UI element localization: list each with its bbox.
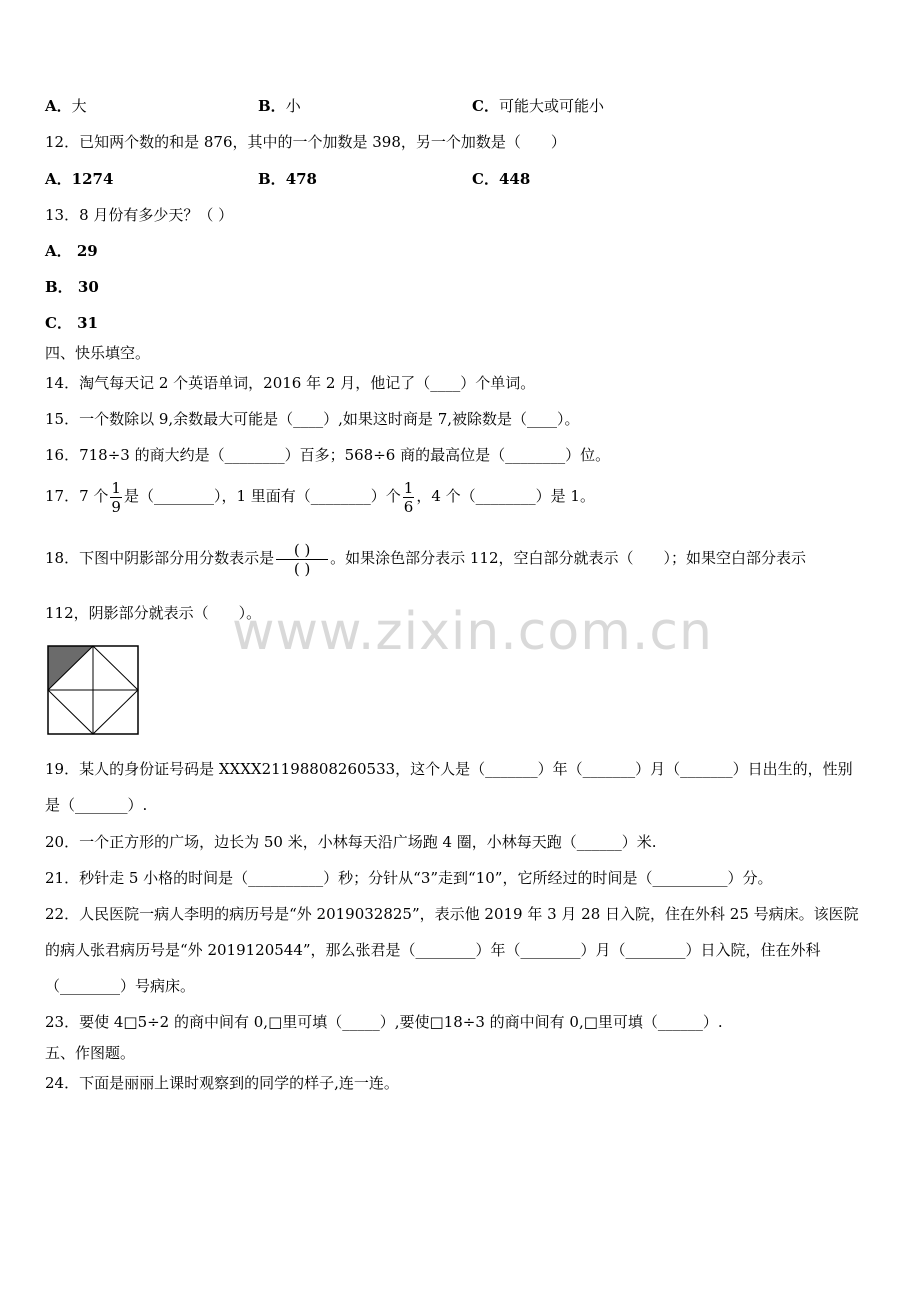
q21: 21．秒针走 5 小格的时间是（__________）秒；分针从“3”走到“10”，它所经过的时间是（__________）分。 <box>45 869 773 887</box>
q17-fraction-2-denominator: 6 <box>403 497 414 516</box>
q17-part1: 17．7 个 <box>45 487 109 505</box>
q22-line-1: 22．人民医院一病人李明的病历号是“外 2019032825”，表示他 2019 年 3 月 28 日入院，住在外科 25 号病床。该医院 <box>45 905 859 923</box>
q13-option-a: A． 29 <box>45 242 98 260</box>
q12-option-b <box>258 169 317 189</box>
q12-option-c-text: 448 <box>498 170 531 188</box>
q16: 16．718÷3 的商大约是（________）百多；568÷6 商的最高位是（________）位。 <box>45 446 611 464</box>
q12-option-c-label: C． <box>472 170 499 188</box>
section-5-heading: 五、作图题。 <box>45 1044 136 1062</box>
q11-option-a-label: A． <box>45 97 72 115</box>
q24: 24．下面是丽丽上课时观察到的同学的样子,连一连。 <box>45 1074 399 1092</box>
q18-fraction-numerator: ( ) <box>276 541 328 560</box>
q17-fraction-2 <box>403 479 415 516</box>
q13-option-c: C． 31 <box>45 314 99 332</box>
q19-line-2: 是（_______）. <box>45 796 148 814</box>
q17-fraction-1-denominator: 9 <box>111 497 121 516</box>
q11-option-b-label: B． <box>258 97 286 115</box>
q11-option-c <box>472 96 604 116</box>
q17-fraction-2-numerator: 1 <box>403 478 414 497</box>
q11-option-b <box>258 96 301 116</box>
q12-option-a <box>45 169 113 189</box>
q18-part1: 18．下图中阴影部分用分数表示是 <box>45 549 275 567</box>
q14: 14．淘气每天记 2 个英语单词，2016 年 2 月，他记了（____）个单词。 <box>45 374 536 392</box>
q11-option-c-text: 可能大或可能小 <box>498 97 604 115</box>
q13-stem: 13．8 月份有多少天？（ ） <box>45 206 234 224</box>
q12-option-a-label: A． <box>45 170 72 188</box>
q13-option-b: B． 30 <box>45 278 99 296</box>
q11-option-a-text: 大 <box>71 97 87 115</box>
q15: 15．一个数除以 9,余数最大可能是（____）,如果这时商是 7,被除数是（____）。 <box>45 410 580 428</box>
q12-option-b-text: 478 <box>285 170 317 188</box>
q19-line-1: 19．某人的身份证号码是 XXXX21198808260533，这个人是（_______）年（_______）月（_______）日出生的，性别 <box>45 760 853 778</box>
q12-option-c <box>472 169 530 189</box>
q17-fraction-1-numerator: 1 <box>111 478 121 497</box>
q18-line-1 <box>45 536 806 580</box>
q11-option-b-text: 小 <box>285 97 301 115</box>
section-4-heading: 四、快乐填空。 <box>45 344 151 362</box>
q18-line-2: 112，阴影部分就表示（ ）。 <box>45 604 262 622</box>
q18-fraction <box>276 541 328 578</box>
q11-option-a <box>45 96 87 116</box>
q22-line-2: 的病人张君病历号是“外 2019120544”，那么张君是（________）年（________）月（________）日入院，住在外科 <box>45 941 821 959</box>
q18-shaded-square-figure <box>47 645 139 735</box>
q17-part2: 是（________），1 里面有（________）个 <box>123 487 401 505</box>
q12-stem: 12．已知两个数的和是 876，其中的一个加数是 398，另一个加数是（ ） <box>45 133 566 151</box>
q23: 23．要使 4□5÷2 的商中间有 0,□里可填（_____）,要使□18÷3 的商中间有 0,□里可填（______）. <box>45 1013 723 1031</box>
q12-option-a-text: 1274 <box>71 170 114 188</box>
q22-line-3: （________）号病床。 <box>45 977 196 995</box>
q18-part2: 。如果涂色部分表示 112，空白部分就表示（ ）；如果空白部分表示 <box>330 549 806 567</box>
q17-fraction-1 <box>110 479 122 516</box>
q12-option-b-label: B． <box>258 170 286 188</box>
q11-option-c-label: C． <box>472 97 499 115</box>
watermark: www.zixin.com.cn <box>232 602 713 662</box>
q17 <box>45 476 595 516</box>
q17-part3: ，4 个（________）是 1。 <box>416 487 595 505</box>
q18-fraction-denominator: ( ) <box>293 559 311 578</box>
q20: 20．一个正方形的广场，边长为 50 米，小林每天沿广场跑 4 圈，小林每天跑（______）米. <box>45 833 657 851</box>
